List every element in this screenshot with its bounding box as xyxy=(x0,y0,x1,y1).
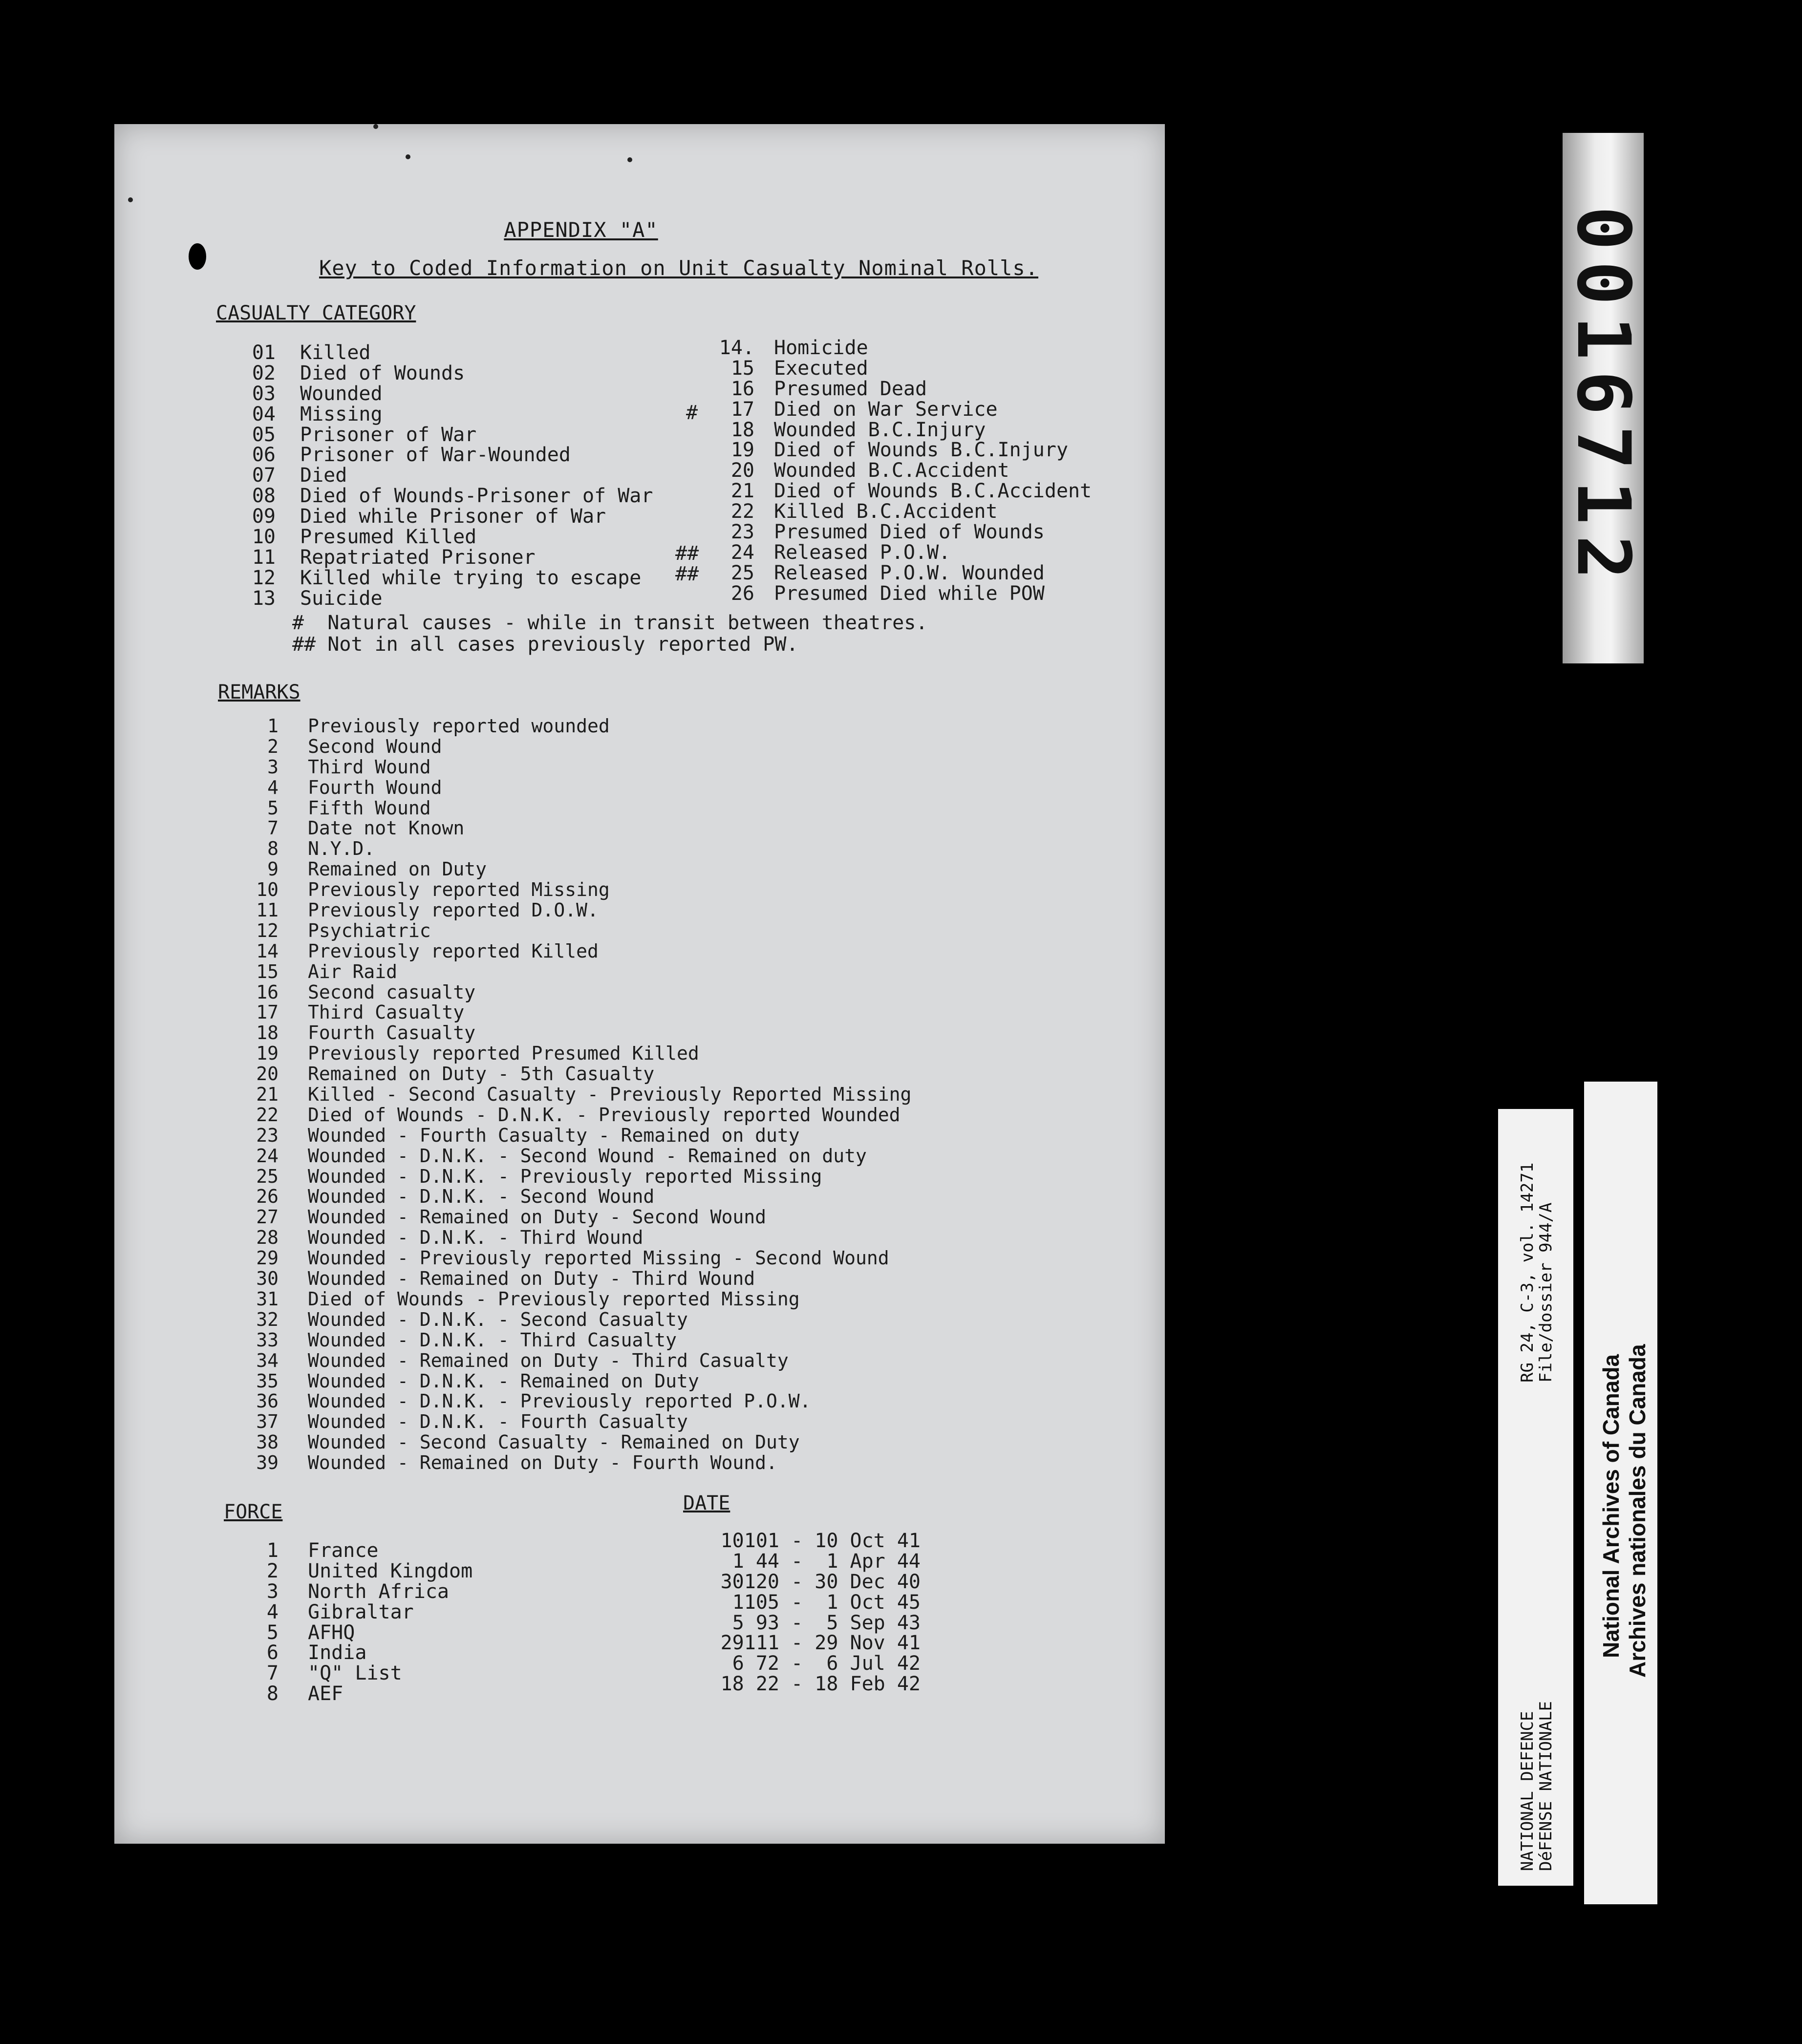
remark-item-code: 9 xyxy=(267,858,279,880)
remark-item-code: 19 xyxy=(256,1043,279,1065)
appendix-title: APPENDIX "A" xyxy=(504,218,658,242)
force-item-label: AEF xyxy=(308,1682,343,1705)
hash-mark: # xyxy=(686,402,698,424)
casualty-item-label: Died of Wounds xyxy=(300,362,465,384)
casualty-item-code: 26 xyxy=(730,582,754,605)
ink-speck xyxy=(128,197,133,202)
remark-item-code: 15 xyxy=(256,960,279,982)
remark-item-label: Wounded - D.N.K. - Second Casualty xyxy=(308,1308,688,1330)
footnote-natural-causes: # Natural causes - while in transit between theatres. xyxy=(292,612,928,634)
force-item-label: Gibraltar xyxy=(308,1600,414,1623)
casualty-item-label: Missing xyxy=(300,403,383,426)
remark-item xyxy=(230,737,911,757)
casualty-item xyxy=(222,548,653,568)
remark-item-code: 27 xyxy=(256,1206,279,1228)
remark-item-label: Wounded - D.N.K. - Fourth Casualty xyxy=(308,1411,688,1433)
date-item: 30120 - 30 Dec 40 xyxy=(720,1570,921,1593)
film-number-strip xyxy=(1563,133,1644,663)
reference-file: File/dossier 944/A xyxy=(1536,1202,1556,1383)
ink-speck xyxy=(627,157,632,162)
date-heading: DATE xyxy=(683,1492,730,1514)
remark-item-code: 5 xyxy=(267,797,279,819)
casualty-item-code: 24 xyxy=(730,541,754,564)
document-subtitle: Key to Coded Information on Unit Casualty Nominal Rolls. xyxy=(319,256,1039,280)
remark-item-label: Wounded - D.N.K. - Remained on Duty xyxy=(308,1370,699,1392)
ink-speck xyxy=(406,154,410,159)
archive-name-en: National Archives of Canada xyxy=(1598,1354,1624,1658)
force-item-code: 8 xyxy=(266,1682,279,1705)
casualty-item-label: Prisoner of War xyxy=(300,423,477,446)
remark-item-label: Third Wound xyxy=(308,756,431,778)
department-label xyxy=(1498,1109,1573,1886)
remark-item-code: 34 xyxy=(256,1349,279,1371)
casualty-item-label: Executed xyxy=(774,357,868,380)
double-hash-mark: ## xyxy=(675,542,699,565)
remark-item-code: 12 xyxy=(256,919,279,941)
remark-item-label: N.Y.D. xyxy=(308,838,375,860)
casualty-item-code: 20 xyxy=(730,459,754,482)
casualty-item xyxy=(222,445,653,466)
remark-item xyxy=(230,1085,911,1105)
casualty-item-code: 03 xyxy=(252,382,276,405)
casualty-item-code: 15 xyxy=(730,357,754,380)
remark-item-label: Previously reported D.O.W. xyxy=(308,899,599,921)
casualty-item-label: Homicide xyxy=(774,337,868,359)
force-item xyxy=(230,1663,472,1684)
casualty-item-label: Killed xyxy=(300,341,371,364)
casualty-left-list xyxy=(222,343,653,609)
remark-item xyxy=(230,1002,911,1023)
casualty-category-heading: CASUALTY CATEGORY xyxy=(216,302,416,324)
casualty-item xyxy=(222,568,653,589)
casualty-item-label: Killed while trying to escape xyxy=(300,566,642,589)
casualty-item xyxy=(691,563,1092,584)
department-name-fr: DéFENSE NATIONALE xyxy=(1536,1701,1556,1871)
remark-item-label: Third Casualty xyxy=(308,1001,465,1023)
remark-item-code: 32 xyxy=(256,1308,279,1330)
remark-item xyxy=(230,962,911,982)
archive-label xyxy=(1584,1082,1657,1904)
casualty-item-code: 13 xyxy=(252,587,276,610)
force-item xyxy=(230,1602,472,1623)
date-list xyxy=(647,1531,921,1695)
casualty-item-code: 09 xyxy=(252,505,276,528)
force-item-code: 6 xyxy=(266,1641,279,1664)
casualty-item-code: 10 xyxy=(252,526,276,549)
date-item: 10101 - 10 Oct 41 xyxy=(720,1530,921,1552)
remark-item xyxy=(230,1391,911,1412)
remark-item xyxy=(230,1371,911,1392)
remark-item xyxy=(230,1351,911,1371)
remark-item-label: Wounded - D.N.K. - Second Wound xyxy=(308,1186,655,1208)
remark-item-code: 16 xyxy=(256,981,279,1003)
casualty-item-label: Presumed Died while POW xyxy=(774,582,1045,605)
remark-item-code: 3 xyxy=(267,756,279,778)
casualty-item-label: Wounded xyxy=(300,382,383,405)
remark-item xyxy=(230,1310,911,1330)
remark-item xyxy=(230,900,911,921)
casualty-item-code: 16 xyxy=(730,377,754,400)
remark-item-label: Fourth Wound xyxy=(308,776,442,798)
casualty-item-label: Presumed Killed xyxy=(300,526,477,549)
force-item-label: India xyxy=(308,1641,367,1664)
remark-item xyxy=(230,1187,911,1207)
remark-item-code: 1 xyxy=(267,715,279,737)
remark-item xyxy=(230,1412,911,1432)
casualty-item xyxy=(691,379,1092,400)
casualty-item-label: Died of Wounds B.C.Injury xyxy=(774,439,1069,462)
casualty-item-code: 25 xyxy=(730,561,754,584)
archive-name-fr: Archives nationales du Canada xyxy=(1625,1344,1650,1678)
remark-item xyxy=(230,818,911,839)
remark-item-code: 20 xyxy=(256,1063,279,1085)
force-item-label: United Kingdom xyxy=(308,1559,473,1582)
casualty-item-code: 06 xyxy=(252,444,276,467)
remark-item-label: Date not Known xyxy=(308,817,465,839)
remark-item xyxy=(230,839,911,859)
reference-volume: RG 24, C-3, vol. 14271 xyxy=(1518,1162,1537,1383)
casualty-item xyxy=(691,522,1092,543)
force-item-label: France xyxy=(308,1539,379,1562)
casualty-item-code: 11 xyxy=(252,546,276,569)
remark-item-code: 36 xyxy=(256,1390,279,1412)
force-item-code: 1 xyxy=(266,1539,279,1562)
remark-item xyxy=(230,880,911,900)
casualty-item-code: 04 xyxy=(252,403,276,426)
casualty-item-label: Died while Prisoner of War xyxy=(300,505,606,528)
casualty-item-label: Suicide xyxy=(300,587,383,610)
remark-item xyxy=(230,1453,911,1473)
remark-item xyxy=(230,941,911,962)
remark-item-code: 4 xyxy=(267,776,279,798)
casualty-item xyxy=(691,502,1092,522)
casualty-item-label: Prisoner of War-Wounded xyxy=(300,444,571,467)
remarks-list xyxy=(230,716,911,1473)
date-item: 1 44 - 1 Apr 44 xyxy=(732,1550,921,1573)
remark-item-label: Fourth Casualty xyxy=(308,1022,476,1044)
remark-item-label: Wounded - D.N.K. - Second Wound - Remained on duty xyxy=(308,1145,867,1167)
casualty-item-code: 05 xyxy=(252,423,276,446)
date-item: 1105 - 1 Oct 45 xyxy=(732,1591,921,1614)
force-item-label: "Q" List xyxy=(308,1662,402,1685)
remark-item-code: 24 xyxy=(256,1145,279,1167)
force-list xyxy=(230,1541,472,1704)
double-hash-mark: ## xyxy=(675,563,699,585)
force-item xyxy=(230,1684,472,1704)
remark-item-label: Fifth Wound xyxy=(308,797,431,819)
casualty-item xyxy=(222,384,653,405)
force-item-code: 7 xyxy=(266,1662,279,1685)
casualty-item xyxy=(222,486,653,507)
date-item: 18 22 - 18 Feb 42 xyxy=(720,1673,921,1696)
remark-item xyxy=(230,1432,911,1453)
remark-item-label: Second Wound xyxy=(308,735,442,757)
document-page xyxy=(114,124,1165,1844)
remark-item-label: Previously reported wounded xyxy=(308,715,610,737)
casualty-item-label: Died on War Service xyxy=(774,398,998,421)
force-item-code: 4 xyxy=(266,1600,279,1623)
remark-item-code: 29 xyxy=(256,1247,279,1269)
remark-item-code: 38 xyxy=(256,1431,279,1453)
date-item: 5 93 - 5 Sep 43 xyxy=(732,1611,921,1634)
remark-item xyxy=(230,798,911,819)
casualty-item-code: 08 xyxy=(252,485,276,508)
casualty-right-list xyxy=(691,338,1092,604)
remark-item-label: Died of Wounds - D.N.K. - Previously reported Wounded xyxy=(308,1104,901,1126)
remark-item-label: Wounded - D.N.K. - Previously reported Missing xyxy=(308,1165,822,1187)
casualty-item xyxy=(691,420,1092,441)
remark-item-label: Wounded - Fourth Casualty - Remained on duty xyxy=(308,1124,800,1146)
casualty-item-code: 18 xyxy=(730,418,754,441)
casualty-item xyxy=(222,466,653,486)
casualty-item-label: Died of Wounds B.C.Accident xyxy=(774,480,1092,503)
casualty-item-code: 02 xyxy=(252,362,276,384)
remark-item xyxy=(230,716,911,737)
force-item xyxy=(230,1582,472,1602)
force-item xyxy=(230,1643,472,1663)
casualty-item xyxy=(691,584,1092,604)
casualty-item xyxy=(222,507,653,527)
casualty-item xyxy=(222,527,653,548)
casualty-item xyxy=(691,481,1092,502)
casualty-item xyxy=(691,359,1092,379)
casualty-item-label: Wounded B.C.Accident xyxy=(774,459,1009,482)
remark-item-label: Wounded - D.N.K. - Third Wound xyxy=(308,1227,644,1249)
casualty-item-label: Released P.O.W. Wounded xyxy=(774,561,1045,584)
remark-item-code: 18 xyxy=(256,1022,279,1044)
casualty-item xyxy=(691,543,1092,563)
remark-item-label: Psychiatric xyxy=(308,919,431,941)
casualty-item-code: 19 xyxy=(730,439,754,462)
remark-item-code: 35 xyxy=(256,1370,279,1392)
remark-item-label: Wounded - Second Casualty - Remained on Duty xyxy=(308,1431,800,1453)
casualty-item-label: Killed B.C.Accident xyxy=(774,500,998,523)
date-item: 29111 - 29 Nov 41 xyxy=(720,1632,921,1655)
casualty-item xyxy=(691,338,1092,359)
department-name-en: NATIONAL DEFENCE xyxy=(1518,1711,1537,1871)
force-item xyxy=(230,1541,472,1561)
remark-item-label: Air Raid xyxy=(308,960,398,982)
remark-item-code: 22 xyxy=(256,1104,279,1126)
force-item-code: 3 xyxy=(266,1580,279,1603)
remark-item-code: 28 xyxy=(256,1227,279,1249)
casualty-item-label: Presumed Dead xyxy=(774,377,927,400)
remark-item xyxy=(230,1023,911,1043)
remark-item-code: 11 xyxy=(256,899,279,921)
remark-item-code: 23 xyxy=(256,1124,279,1146)
footnote-previously-reported: ## Not in all cases previously reported PW. xyxy=(292,633,798,656)
casualty-item-code: 21 xyxy=(730,480,754,503)
casualty-item xyxy=(691,461,1092,481)
remark-item xyxy=(230,982,911,1003)
casualty-item-label: Died xyxy=(300,464,347,487)
force-item-label: North Africa xyxy=(308,1580,449,1603)
casualty-item-code: 22 xyxy=(730,500,754,523)
casualty-item-code: 01 xyxy=(252,341,276,364)
remark-item-code: 2 xyxy=(267,735,279,757)
casualty-item xyxy=(222,405,653,425)
casualty-item xyxy=(222,425,653,446)
remark-item-label: Previously reported Presumed Killed xyxy=(308,1043,699,1065)
film-number: 0016712 xyxy=(1561,206,1646,591)
casualty-item xyxy=(691,440,1092,461)
remark-item-label: Wounded - D.N.K. - Previously reported P.O.W. xyxy=(308,1390,811,1412)
remark-item-label: Wounded - D.N.K. - Third Casualty xyxy=(308,1329,677,1351)
remark-item xyxy=(230,1330,911,1351)
remark-item-label: Wounded - Remained on Duty - Third Casualty xyxy=(308,1349,789,1371)
force-item-code: 5 xyxy=(266,1621,279,1644)
remark-item xyxy=(230,1064,911,1085)
date-item: 6 72 - 6 Jul 42 xyxy=(732,1652,921,1675)
casualty-item-code: 17 xyxy=(730,398,754,421)
remark-item-label: Wounded - Previously reported Missing - Second Wound xyxy=(308,1247,889,1269)
force-item xyxy=(230,1623,472,1643)
remark-item-label: Previously reported Missing xyxy=(308,879,610,901)
ink-speck xyxy=(373,124,378,129)
remarks-heading: REMARKS xyxy=(218,681,300,703)
force-heading: FORCE xyxy=(224,1501,283,1523)
remark-item-label: Second casualty xyxy=(308,981,476,1003)
casualty-item xyxy=(222,343,653,363)
remark-item xyxy=(230,1126,911,1146)
remark-item-label: Killed - Second Casualty - Previously Reported Missing xyxy=(308,1084,912,1106)
casualty-item-label: Died of Wounds-Prisoner of War xyxy=(300,485,653,508)
remark-item xyxy=(230,1043,911,1064)
remark-item xyxy=(230,1105,911,1126)
remark-item-code: 37 xyxy=(256,1411,279,1433)
remark-item-code: 33 xyxy=(256,1329,279,1351)
remark-item xyxy=(230,1248,911,1269)
remark-item-code: 17 xyxy=(256,1001,279,1023)
force-item-code: 2 xyxy=(266,1559,279,1582)
remark-item xyxy=(230,1167,911,1187)
remark-item-label: Died of Wounds - Previously reported Missing xyxy=(308,1288,800,1310)
remark-item-code: 26 xyxy=(256,1186,279,1208)
remark-item-label: Remained on Duty - 5th Casualty xyxy=(308,1063,655,1085)
remark-item xyxy=(230,1269,911,1289)
remark-item-code: 31 xyxy=(256,1288,279,1310)
casualty-item-code: 07 xyxy=(252,464,276,487)
remark-item xyxy=(230,1146,911,1167)
casualty-item xyxy=(222,589,653,609)
remark-item-code: 7 xyxy=(267,817,279,839)
casualty-item-code: 14. xyxy=(719,337,754,359)
casualty-item-label: Presumed Died of Wounds xyxy=(774,521,1045,544)
casualty-item-code: 23 xyxy=(730,521,754,544)
casualty-item-code: 12 xyxy=(252,566,276,589)
remark-item-label: Remained on Duty xyxy=(308,858,487,880)
remark-item xyxy=(230,778,911,798)
remark-item xyxy=(230,859,911,880)
remark-item-code: 30 xyxy=(256,1268,279,1290)
remark-item-code: 21 xyxy=(256,1084,279,1106)
casualty-item-label: Released P.O.W. xyxy=(774,541,951,564)
remark-item xyxy=(230,921,911,941)
force-item-label: AFHQ xyxy=(308,1621,355,1644)
remark-item-label: Wounded - Remained on Duty - Fourth Wound. xyxy=(308,1452,777,1474)
casualty-item xyxy=(691,400,1092,420)
remark-item xyxy=(230,1289,911,1310)
force-item xyxy=(230,1561,472,1582)
remark-item-code: 8 xyxy=(267,838,279,860)
casualty-item-label: Wounded B.C.Injury xyxy=(774,418,986,441)
remark-item-label: Previously reported Killed xyxy=(308,940,599,962)
remark-item-code: 25 xyxy=(256,1165,279,1187)
casualty-item xyxy=(222,363,653,384)
casualty-item-label: Repatriated Prisoner xyxy=(300,546,536,569)
remark-item-code: 39 xyxy=(256,1452,279,1474)
remark-item-label: Wounded - Remained on Duty - Second Wound xyxy=(308,1206,766,1228)
remark-item xyxy=(230,757,911,778)
remark-item-label: Wounded - Remained on Duty - Third Wound xyxy=(308,1268,755,1290)
remark-item-code: 10 xyxy=(256,879,279,901)
remark-item xyxy=(230,1207,911,1228)
remark-item-code: 14 xyxy=(256,940,279,962)
remark-item xyxy=(230,1228,911,1248)
